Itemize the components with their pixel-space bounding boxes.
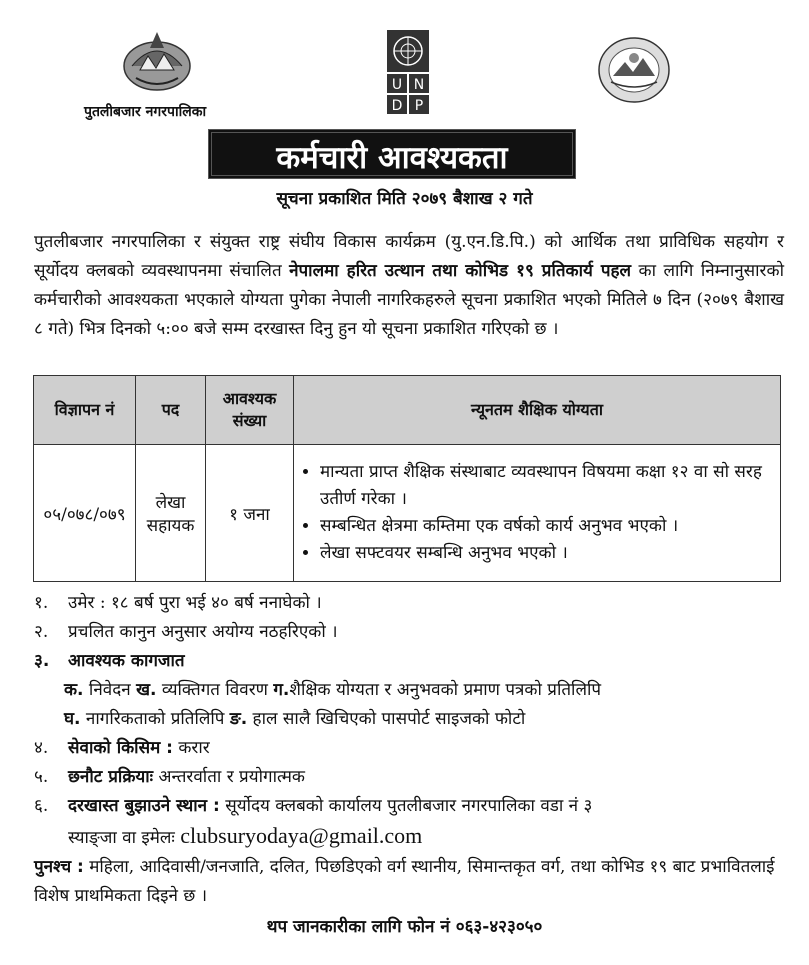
table-row bbox=[34, 445, 781, 582]
condition-label: दरखास्त बुझाउने स्थान : bbox=[68, 796, 220, 816]
condition-submission-place bbox=[34, 792, 784, 821]
condition-text: स्याङ्जा वा इमेलः bbox=[68, 828, 181, 848]
condition-text: प्रचलित कानुन अनुसार अयोग्य नठहरिएको । bbox=[68, 622, 338, 642]
doc-text: व्यक्तिगत विवरण bbox=[156, 680, 274, 700]
documents-line-1 bbox=[34, 676, 784, 705]
header-qualification: न्यूनतम शैक्षिक योग्यता bbox=[294, 376, 781, 445]
table-header-row bbox=[34, 376, 781, 445]
condition-number: ५. bbox=[34, 767, 49, 787]
conditions-list bbox=[34, 589, 784, 911]
condition-value: अन्तरर्वाता र प्रयोगात्मक bbox=[153, 767, 305, 787]
condition-documents-title bbox=[34, 647, 784, 676]
condition-number: ६. bbox=[34, 796, 49, 816]
condition-value: सूर्योदय क्लबको कार्यालय पुतलीबजार नगरपालिका वडा नं ३ bbox=[219, 796, 593, 816]
contact-phone-footer: थप जानकारीका लागि फोन नं ०६३-४२३०५० bbox=[266, 917, 543, 937]
publication-date: सूचना प्रकाशित मिति २०७९ बैशाख २ गते bbox=[276, 189, 533, 209]
intro-text-after: का लागि निम्नानुसारको कर्मचारीको आवश्यकता भएकाले योग्यता पुगेका नेपाली नागरिकहरुले सूचना प्रकाशित भएको मितिले ७ दिन (२०७९ बैशाख ८ गते) भित्र दिनको ५:०० बजे सम्म दरखास्त दिनु हुन यो सूचना प्रकाशित गरिएको छ । bbox=[34, 261, 784, 339]
doc-marker: क. bbox=[64, 680, 84, 700]
doc-text: निवेदन bbox=[83, 680, 137, 700]
doc-text: शैक्षिक योग्यता र अनुभवको प्रमाण पत्रको प्रतिलिपि bbox=[289, 680, 602, 700]
condition-text: उमेर : १८ बर्ष पुरा भई ४० बर्ष ननाघेको । bbox=[68, 593, 322, 613]
header-required-count: आवश्यक संख्या bbox=[206, 376, 294, 445]
doc-text: हाल सालै खिचिएको पासपोर्ट साइजको फोटो bbox=[247, 709, 526, 729]
undp-letter-u: U bbox=[391, 77, 403, 93]
submission-email-line bbox=[34, 821, 784, 853]
condition-age bbox=[34, 589, 784, 618]
doc-marker: घ. bbox=[64, 709, 81, 729]
undp-letter-p: P bbox=[414, 98, 424, 114]
condition-number: ३. bbox=[34, 651, 50, 671]
page-title: कर्मचारी आवश्यकता bbox=[208, 129, 576, 179]
condition-number: २. bbox=[34, 622, 49, 642]
qualification-item: • लेखा सफ्टवयर सम्बन्धि अनुभव भएको । bbox=[320, 540, 772, 567]
undp-logo bbox=[387, 30, 429, 114]
nepal-emblem-logo bbox=[122, 26, 192, 94]
note-text: महिला, आदिवासी/जनजाति, दलित, पिछडिएको वर्ग स्थानीय, सिमान्तकृत वर्ग, तथा कोभिड १९ बाट प्रभावितलाई विशेष प्राथमिकता दिइने छ । bbox=[34, 857, 775, 906]
intro-paragraph bbox=[34, 228, 784, 344]
cell-count: १ जना bbox=[206, 445, 294, 582]
suryodaya-club-logo bbox=[597, 36, 671, 104]
intro-bold-program: नेपालमा हरित उत्थान तथा कोभिड १९ प्रतिकार्य पहल bbox=[289, 261, 632, 281]
condition-number: १. bbox=[34, 593, 49, 613]
header-ad-no: विज्ञापन नं bbox=[34, 376, 136, 445]
cell-qualifications bbox=[294, 445, 781, 582]
requirements-table bbox=[33, 375, 781, 582]
doc-marker: ङ. bbox=[229, 709, 248, 729]
qualification-item: • सम्बन्धित क्षेत्रमा कम्तिमा एक वर्षको कार्य अनुभव भएको । bbox=[320, 513, 772, 540]
doc-marker: ख. bbox=[136, 680, 157, 700]
header-post: पद bbox=[136, 376, 206, 445]
condition-selection-process bbox=[34, 763, 784, 792]
intro-text-before: पुतलीबजार नगरपालिका र संयुक्त राष्ट्र संघीय विकास कार्यक्रम (यु.एन.डि.पि.) को आर्थिक तथा प्राविधिक सहयोग र सूर्योदय क्लबको व्यवस्थापनमा संचालित bbox=[34, 232, 784, 281]
note-paragraph bbox=[34, 853, 784, 911]
condition-eligibility bbox=[34, 618, 784, 647]
condition-label: सेवाको किसिम : bbox=[68, 738, 173, 758]
undp-letter-n: N bbox=[413, 77, 425, 93]
undp-letter-d: D bbox=[391, 98, 403, 114]
condition-label: छनौट प्रक्रियाः bbox=[68, 767, 154, 787]
condition-service-type bbox=[34, 734, 784, 763]
doc-marker: ग. bbox=[273, 680, 290, 700]
condition-title: आवश्यक कागजात bbox=[68, 651, 185, 671]
cell-ad-no: ०५/०७८/०७९ bbox=[34, 445, 136, 582]
cell-post: लेखा सहायक bbox=[136, 445, 206, 582]
documents-line-2 bbox=[34, 705, 784, 734]
contact-email: clubsuryodaya@gmail.com bbox=[180, 823, 423, 848]
doc-text: नागरिकताको प्रतिलिपि bbox=[80, 709, 230, 729]
note-label: पुनश्च : bbox=[34, 857, 84, 877]
municipality-label: पुतलीबजार नगरपालिका bbox=[84, 104, 207, 120]
condition-value: करार bbox=[172, 738, 210, 758]
qualification-item: • मान्यता प्राप्त शैक्षिक संस्थाबाट व्यवस्थापन विषयमा कक्षा १२ वा सो सरह उतीर्ण गरेका । bbox=[320, 459, 772, 513]
condition-number: ४. bbox=[34, 738, 49, 758]
